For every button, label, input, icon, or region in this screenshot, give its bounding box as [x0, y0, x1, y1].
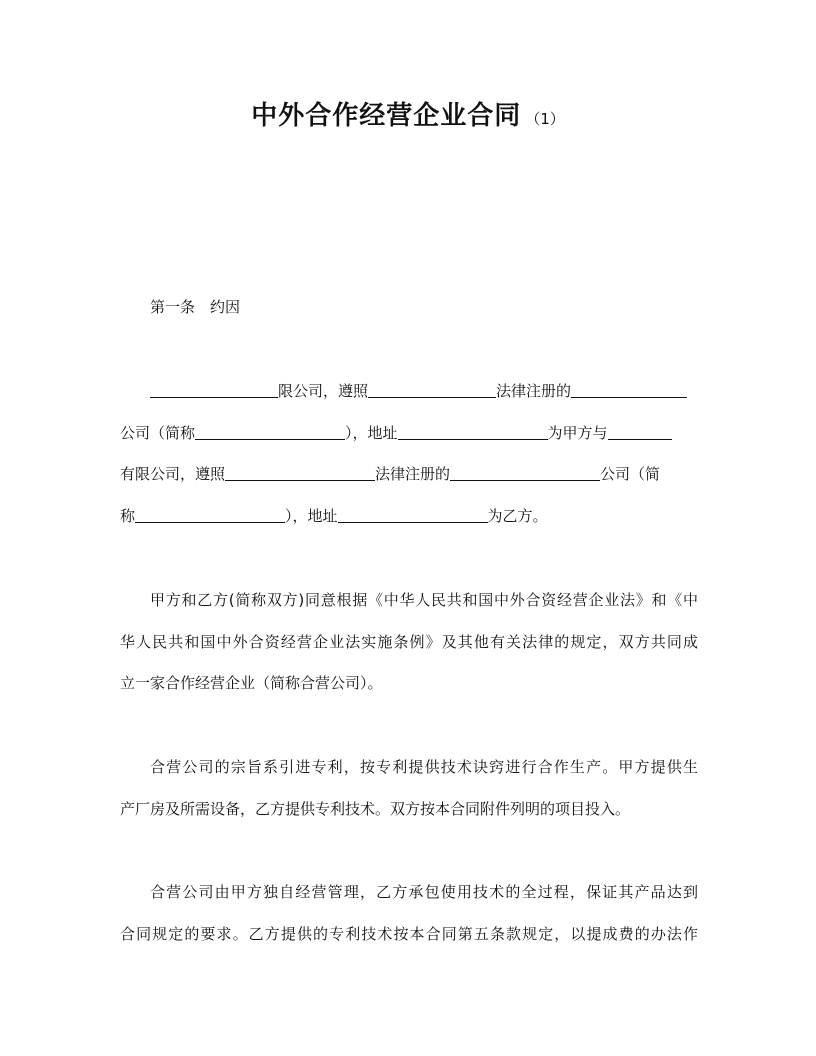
blank-field: [368, 379, 496, 398]
paragraph-4-line-2: 合同规定的要求。乙方提供的专利技术按本合同第五条款规定，以提成费的办法作: [120, 925, 698, 943]
blank-field: [225, 462, 375, 481]
party-line-2: [120, 420, 698, 446]
paragraph-2-line-3: 立一家合作经营企业（简称合营公司）。: [120, 674, 383, 692]
blank-field: [571, 379, 687, 398]
article-heading: 第一条 约因: [150, 298, 241, 316]
party-line-4: [120, 503, 698, 529]
party-line-1: [150, 378, 698, 404]
text-fragment: 称: [120, 507, 136, 525]
paragraph-3-line-2: 产厂房及所需设备，乙方提供专利技术。双方按本合同附件列明的项目投入。: [120, 800, 631, 818]
text-fragment: 为甲方与: [547, 424, 608, 442]
text-fragment: ），地址: [345, 424, 398, 442]
text-fragment: 法律注册的: [496, 382, 572, 400]
text-fragment: 为乙方。: [487, 507, 548, 525]
blank-field: [398, 421, 548, 440]
paragraph-3-line-1: 合营公司的宗旨系引进专利，按专利提供技术诀窍进行合作生产。甲方提供生: [150, 758, 698, 776]
blank-field: [135, 504, 285, 523]
paragraph-4-line-1: 合营公司由甲方独自经营管理，乙方承包使用技术的全过程，保证其产品达到: [150, 883, 698, 901]
text-fragment: 法律注册的: [375, 465, 451, 483]
title-text: 中外合作经营企业合同: [251, 101, 522, 131]
blank-field: [338, 504, 488, 523]
blank-field: [450, 462, 600, 481]
blank-field: [608, 421, 672, 440]
text-fragment: 有限公司，遵照: [120, 465, 226, 483]
paragraph-2-line-1: 甲方和乙方(简称双方)同意根据《中华人民共和国中外合资经营企业法》和《中: [150, 591, 698, 609]
text-fragment: 限公司，遵照: [278, 382, 369, 400]
text-fragment: 公司（简称: [120, 424, 196, 442]
text-fragment: 公司（简: [600, 465, 661, 483]
blank-field: [195, 421, 345, 440]
party-line-3: [120, 461, 698, 487]
blank-field: [150, 379, 278, 398]
title-suffix: （1）: [525, 110, 565, 128]
text-fragment: ），地址: [285, 507, 338, 525]
document-title: [0, 96, 816, 139]
paragraph-2-line-2: 华人民共和国中外合资经营企业法实施条例》及其他有关法律的规定，双方共同成: [120, 633, 698, 651]
